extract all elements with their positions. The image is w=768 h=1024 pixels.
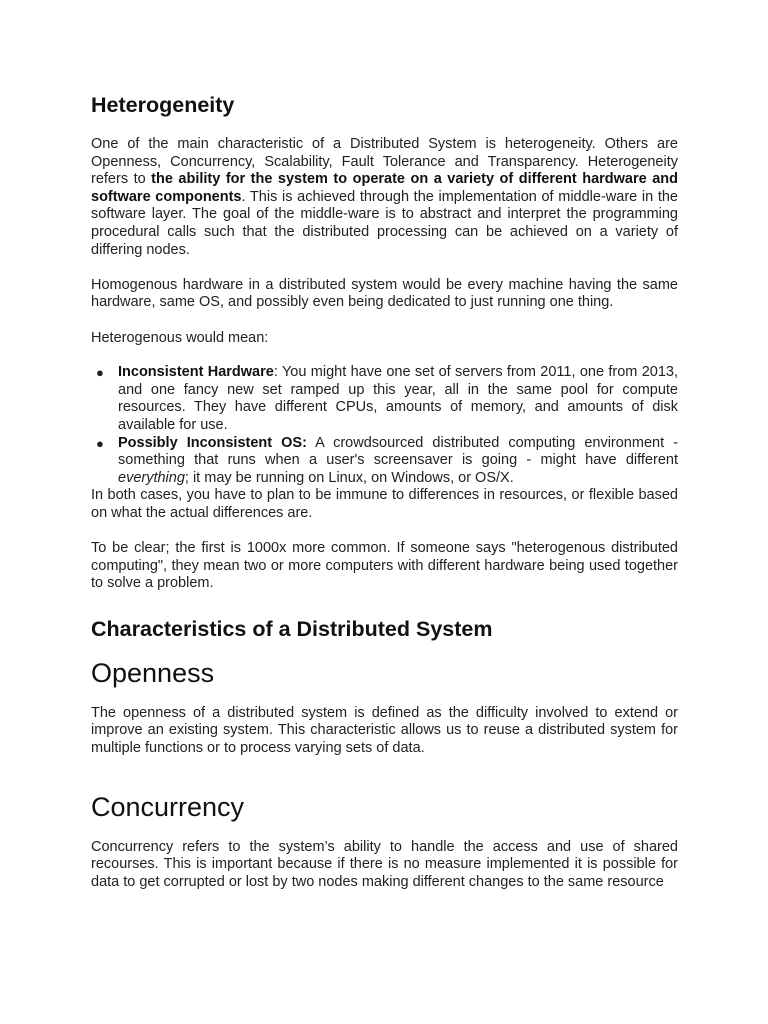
heading-heterogeneity: Heterogeneity [91, 93, 235, 117]
bullet-list [91, 364, 678, 487]
bold-run: the ability for the system to operate on a variety of different hardware and software components [91, 171, 678, 205]
heading-characteristics: Characteristics of a Distributed System [91, 616, 493, 641]
text-run: One of the main characteristic of a Distributed System is heterogeneity. Others are Openness, Concurrency, Scalability, Fault Tolerance and Transparency. Heterogeneity refers to [91, 136, 678, 188]
paragraph-openness: The openness of a distributed system is defined as the difficulty involved to extend or improve an existing system. This characteristic allows us to reuse a distributed system for multiple functions or to process varying sets of data. [91, 704, 678, 757]
list-item [96, 364, 678, 434]
heading-concurrency: Concurrency [91, 791, 245, 822]
text-run: ; it may be running on Linux, on Windows, or OS/X. [184, 469, 514, 486]
bullet-icon: ● [96, 435, 104, 451]
bold-run: Possibly Inconsistent OS: [118, 434, 307, 451]
paragraph-heterogenous-mean: Heterogenous would mean: [91, 329, 269, 346]
text-run: A crowdsourced distributed computing environment - something that runs when a user's screensaver is going - might have different [118, 434, 678, 469]
paragraph-homogenous: Homogenous hardware in a distributed system would be every machine having the same hardware, same OS, and possibly even being dedicated to just running one thing. [91, 276, 678, 311]
list-item [96, 434, 678, 488]
italic-run: everything [118, 469, 185, 486]
paragraph-to-be-clear: To be clear; the first is 1000x more common. If someone says "heterogenous distributed computing", they mean two or more computers with different hardware being used together to solve a problem. [91, 540, 678, 592]
paragraph-heterogeneity-intro [91, 136, 678, 259]
bold-run: Inconsistent Hardware [118, 364, 274, 381]
text-run: . This is achieved through the implementation of middle-ware in the software layer. The goal of the middle-ware is to abstract and interpret the programming procedural calls such that the distributed processing can be achieved on a variety of differing nodes. [91, 188, 678, 258]
bullet-icon: ● [96, 365, 104, 381]
heading-openness: Openness [91, 657, 215, 688]
paragraph-both-cases: In both cases, you have to plan to be immune to differences in resources, or flexible based on what the actual differences are. [91, 487, 678, 521]
document-content [91, 88, 678, 891]
text-run: : You might have one set of servers from 2011, one from 2013, and one fancy new set ramped up this year, all in the same pool for compute resources. They have different CPUs, amounts of memory, and amounts of disk available for use. [118, 364, 678, 433]
paragraph-concurrency: Concurrency refers to the system’s ability to handle the access and use of shared recourses. This is important because if there is no measure implemented it is possible for data to get corrupted or lost by two nodes making different changes to the same resource [91, 838, 678, 890]
